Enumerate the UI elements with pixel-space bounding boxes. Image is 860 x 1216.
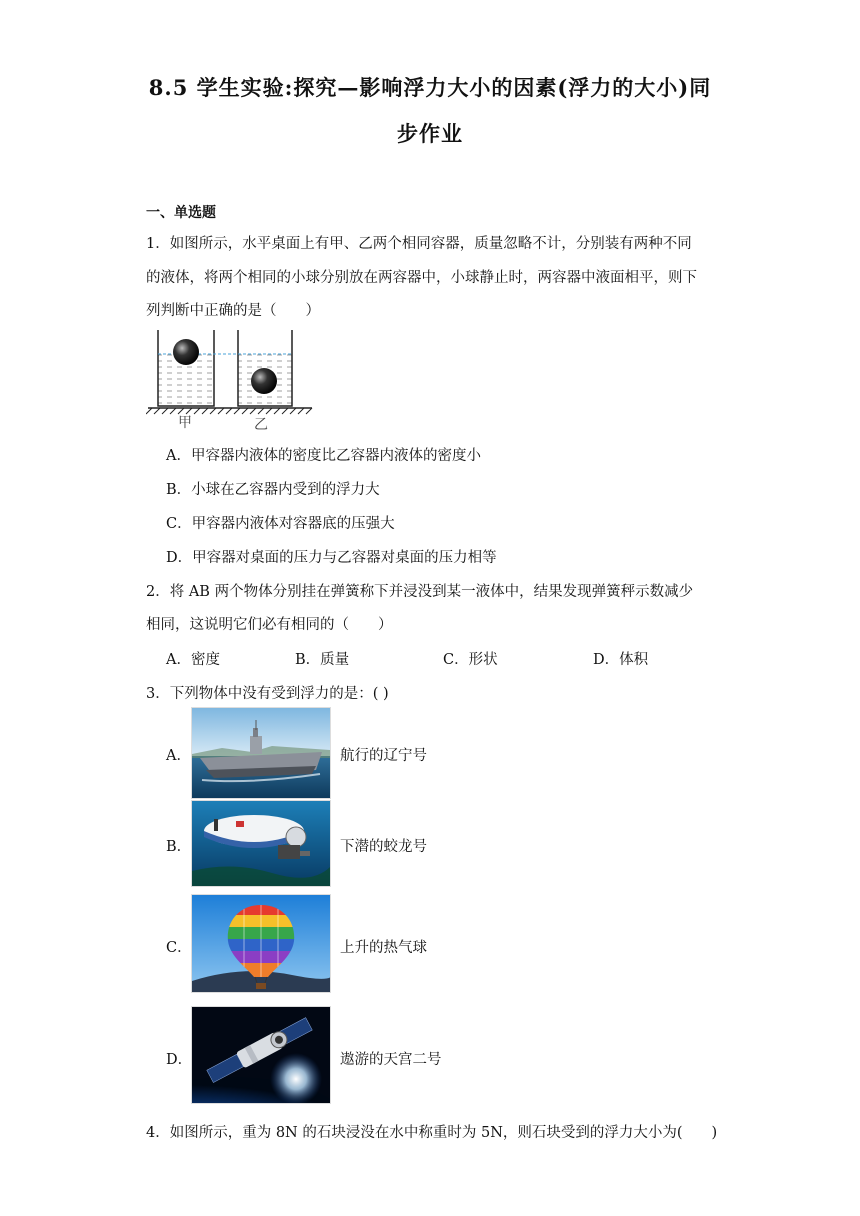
q1-line-2: 的液体，将两个相同的小球分别放在两容器中，小球静止时，两容器中液面相平，则下 xyxy=(146,270,697,286)
q3-stem: 3．下列物体中没有受到浮力的是：( ) xyxy=(146,686,389,702)
q2-option-d[interactable]: D．体积 xyxy=(593,652,649,668)
q3-option-d-caption: 遨游的天宫二号 xyxy=(340,1052,442,1068)
q4-stem: 4．如图所示，重为 8N 的石块浸没在水中称重时为 5N，则石块受到的浮力大小为( ) xyxy=(146,1125,718,1141)
q1-option-b[interactable]: B．小球在乙容器内受到的浮力大 xyxy=(166,482,380,498)
q1-option-c[interactable]: C．甲容器内液体对容器底的压强大 xyxy=(166,516,395,532)
q3-option-b-letter[interactable]: B． xyxy=(166,839,192,855)
q1-containers-figure xyxy=(146,328,316,432)
q2-line-2: 相同，这说明它们必有相同的（ ） xyxy=(146,617,393,633)
q2-option-a[interactable]: A．密度 xyxy=(166,652,220,668)
q3-option-b-caption: 下潜的蛟龙号 xyxy=(340,839,427,855)
page-title-line2: 步作业 xyxy=(397,121,463,146)
space-station-icon xyxy=(191,1006,331,1104)
q3-option-d-letter[interactable]: D． xyxy=(166,1052,193,1068)
submersible-icon xyxy=(191,800,331,887)
q1-line-1: 1．如图所示，水平桌面上有甲、乙两个相同容器，质量忽略不计，分别装有两种不同 xyxy=(146,236,692,252)
hot-air-balloon-icon xyxy=(191,894,331,993)
q3-option-a-caption: 航行的辽宁号 xyxy=(340,748,427,764)
q1-label-jia: 甲 xyxy=(178,415,192,431)
q3-option-a-letter[interactable]: A． xyxy=(166,748,191,764)
section-heading: 一、单选题 xyxy=(146,205,216,221)
q2-line-1: 2．将 AB 两个物体分别挂在弹簧称下并浸没到某一液体中，结果发现弹簧秤示数减少 xyxy=(146,584,694,600)
q1-option-a[interactable]: A．甲容器内液体的密度比乙容器内液体的密度小 xyxy=(166,448,481,464)
q2-option-c[interactable]: C．形状 xyxy=(443,652,498,668)
q2-option-b[interactable]: B．质量 xyxy=(295,652,350,668)
q1-line-3: 列判断中正确的是（ ） xyxy=(146,303,320,319)
q1-label-yi: 乙 xyxy=(254,417,268,433)
q3-option-c-caption: 上升的热气球 xyxy=(340,940,427,956)
aircraft-carrier-icon xyxy=(191,707,331,799)
page-title-line1: 8.5 学生实验:探究—影响浮力大小的因素(浮力的大小)同 xyxy=(148,75,712,100)
q3-option-c-letter[interactable]: C． xyxy=(166,940,192,956)
q1-option-d[interactable]: D．甲容器对桌面的压力与乙容器对桌面的压力相等 xyxy=(166,550,497,566)
